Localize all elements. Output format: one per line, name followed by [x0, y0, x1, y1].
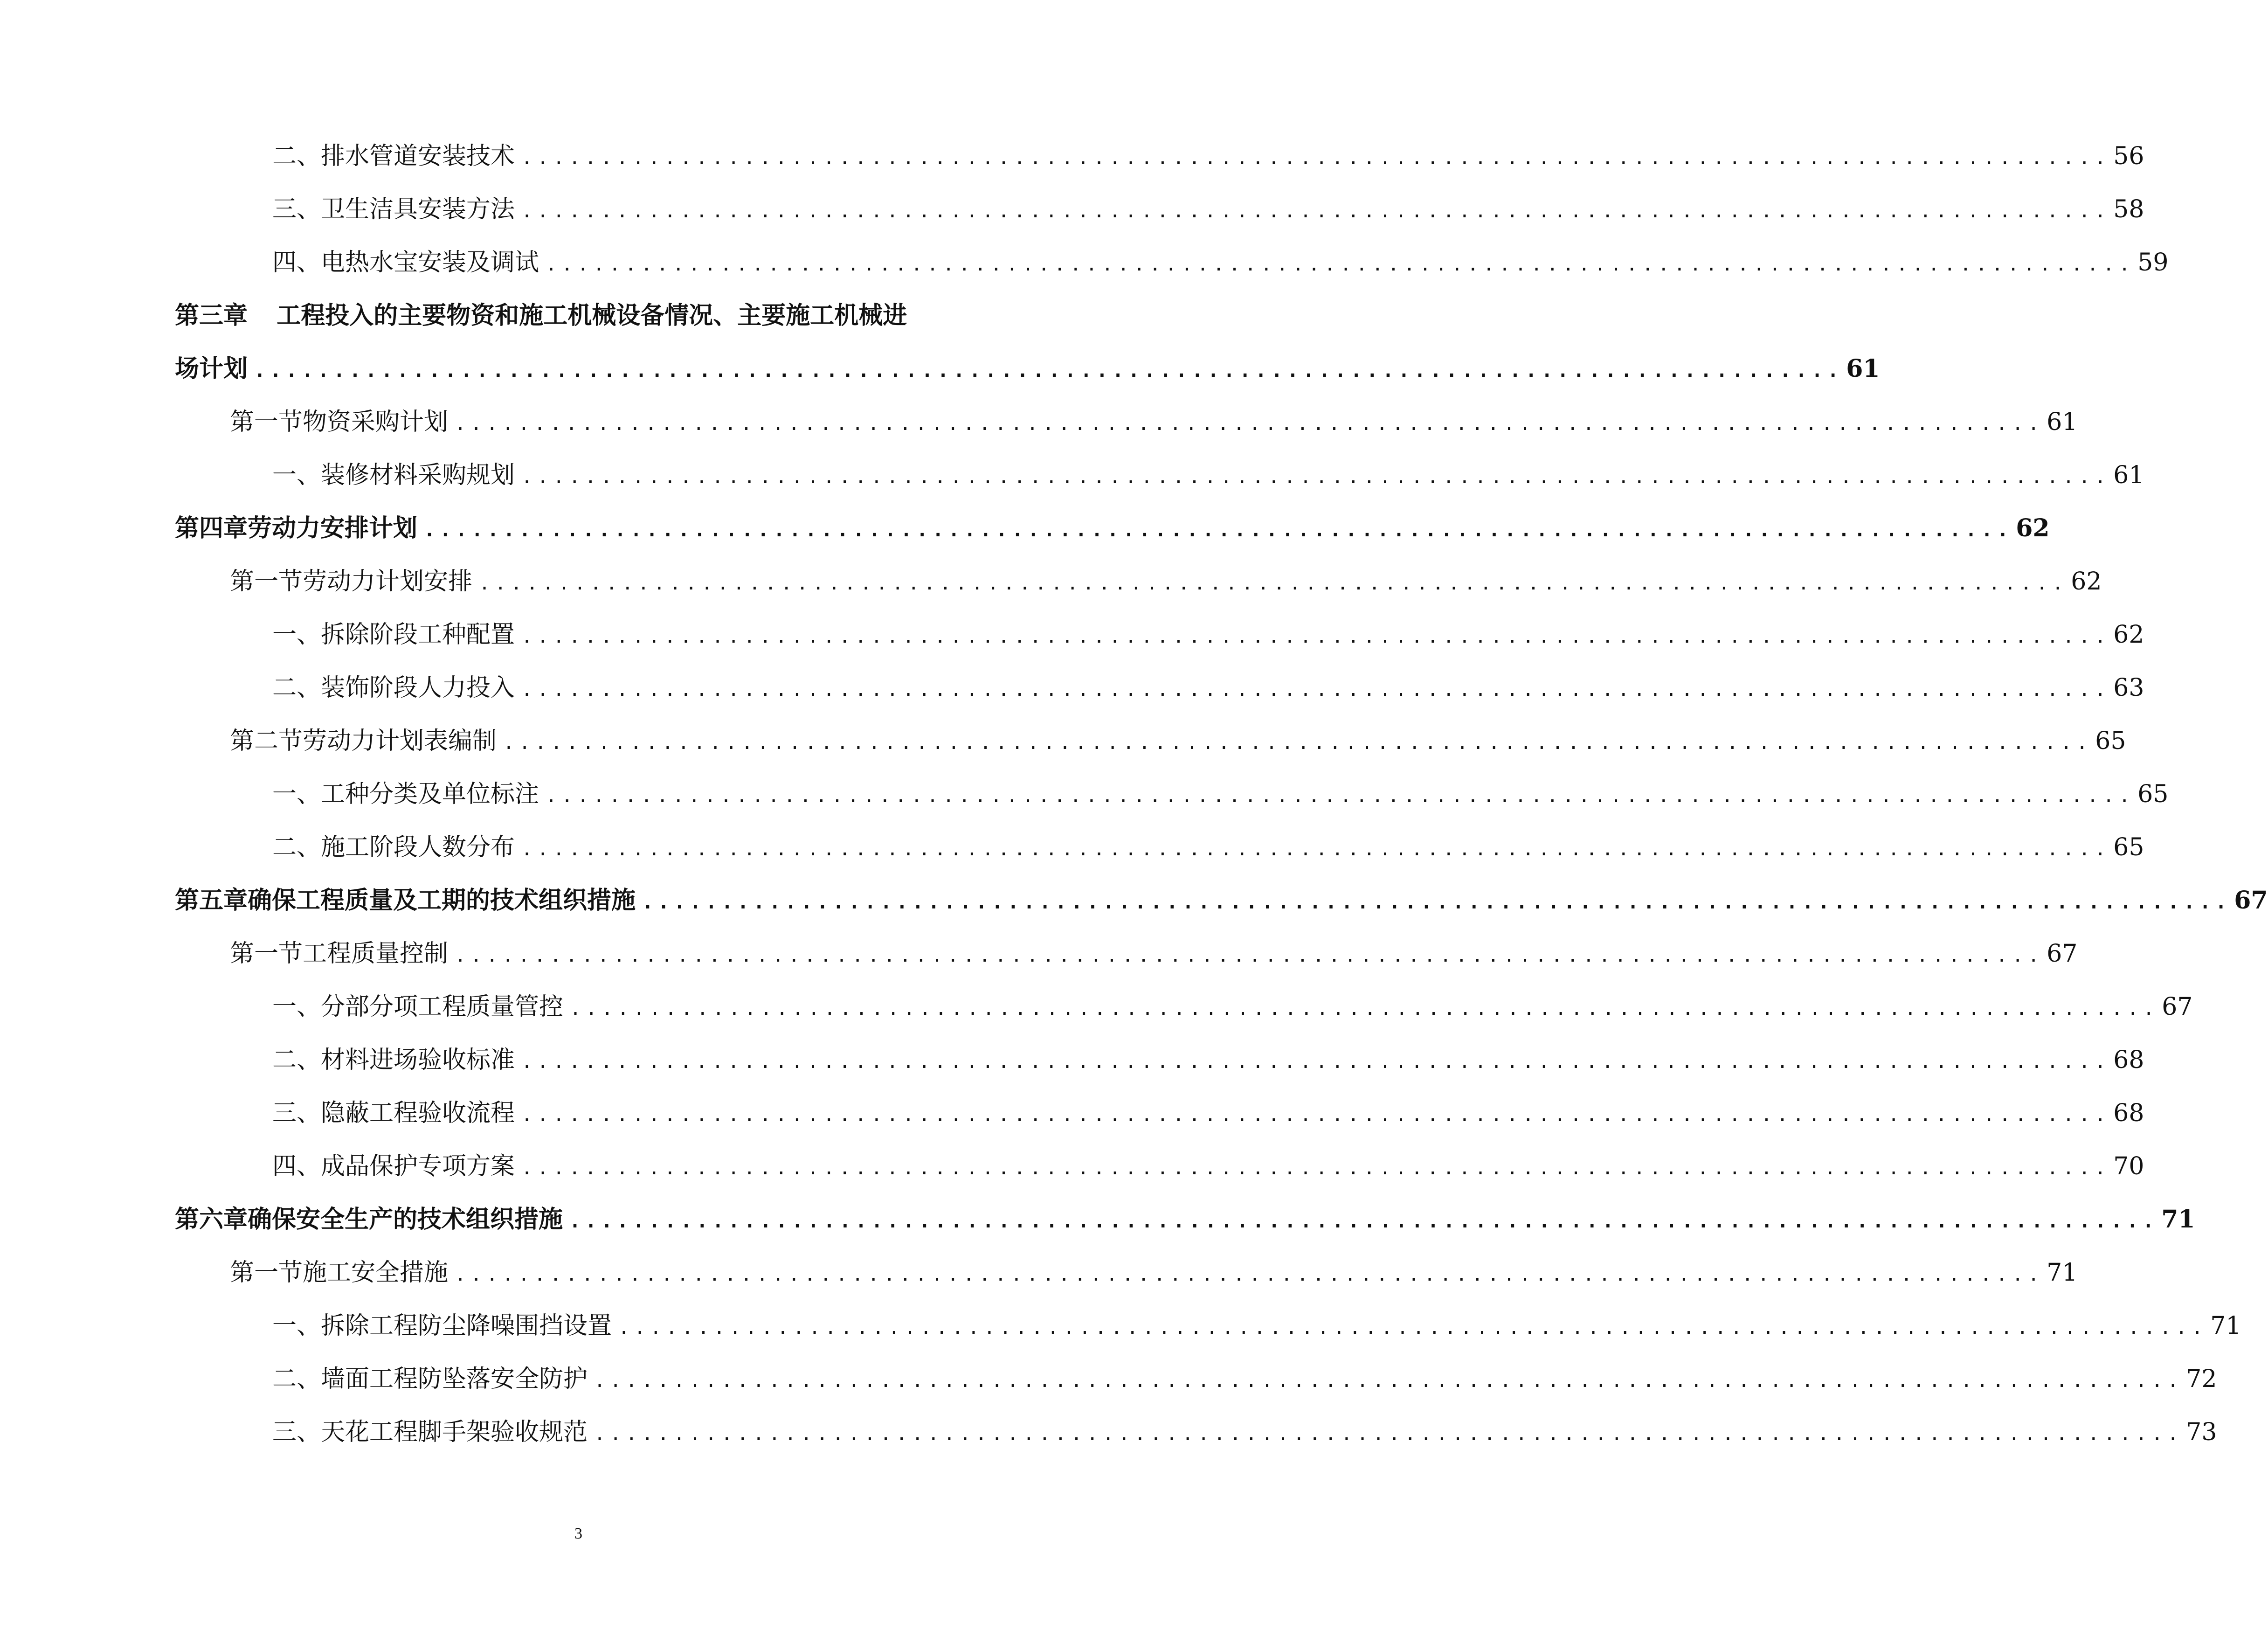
- toc-entry-title: 隐蔽工程验收流程: [321, 1099, 515, 1127]
- toc-entry-number: 二、: [272, 833, 321, 861]
- toc-entry[interactable]: [0, 725, 2126, 757]
- toc-entry[interactable]: [0, 1256, 2078, 1289]
- dot-leader: ....................................................................................................: [424, 520, 2013, 541]
- toc-entry-title: 拆除阶段工种配置: [321, 621, 515, 649]
- dot-leader: ....................................................................................................: [594, 1423, 2184, 1445]
- toc-entry-number: 第六章: [175, 1205, 248, 1234]
- toc-entry-page: 59: [2137, 249, 2169, 277]
- toc-entry-number: 一、: [272, 1312, 321, 1340]
- toc-entry-page: 71: [2210, 1312, 2241, 1340]
- toc-entry-title: 场计划: [175, 354, 248, 383]
- toc-entry-title: 天花工程脚手架验收规范: [321, 1418, 588, 1446]
- toc-entry-page: 72: [2186, 1365, 2217, 1393]
- toc-entry-page: 62: [2016, 514, 2050, 542]
- toc-entry-title: 工程质量控制: [303, 940, 449, 968]
- dot-leader: ....................................................................................................: [254, 360, 1844, 381]
- toc-entry-number: 二、: [272, 142, 321, 170]
- toc-entry-number: 第四章: [175, 514, 248, 542]
- toc-entry-number: 四、: [272, 1152, 321, 1180]
- toc-entry-title: 排水管道安装技术: [321, 142, 515, 170]
- toc-entry[interactable]: [0, 565, 2102, 598]
- toc-entry-title: 物资采购计划: [303, 408, 449, 436]
- toc-entry-page: 67: [2234, 886, 2268, 915]
- dot-leader: ....................................................................................................: [521, 466, 2111, 488]
- toc-entry[interactable]: [0, 884, 2268, 917]
- toc-entry[interactable]: [0, 1044, 2144, 1076]
- toc-entry-number: 二、: [272, 1365, 321, 1393]
- toc-entry-page: 65: [2137, 780, 2169, 808]
- dot-leader: ....................................................................................................: [479, 573, 2068, 594]
- toc-entry-number: 第三章: [175, 301, 248, 330]
- toc-entry-title: 材料进场验收标准: [321, 1046, 515, 1074]
- toc-entry[interactable]: [0, 353, 1880, 385]
- dot-leader: ....................................................................................................: [521, 1158, 2111, 1179]
- toc-entry-number: 三、: [272, 1418, 321, 1446]
- dot-leader: ....................................................................................................: [455, 413, 2044, 435]
- toc-entry-page: 70: [2113, 1152, 2144, 1180]
- dot-leader: ....................................................................................................: [521, 201, 2111, 222]
- page-footer-number: 3: [574, 1525, 582, 1542]
- toc-entry[interactable]: [0, 246, 2169, 279]
- toc-entry[interactable]: [0, 618, 2144, 651]
- toc-entry-number: 第一节: [230, 1259, 303, 1287]
- toc-entry-number: 一、: [272, 780, 321, 808]
- toc-entry-page: 71: [2047, 1259, 2078, 1287]
- toc-entry-page: 61: [2113, 461, 2144, 489]
- toc-entry-page: 62: [2071, 568, 2102, 596]
- toc-entry-title: 确保安全生产的技术组织措施: [248, 1205, 563, 1234]
- toc-entry-page: 62: [2113, 621, 2144, 649]
- dot-leader: ....................................................................................................: [546, 254, 2135, 275]
- dot-leader: ....................................................................................................: [521, 1104, 2111, 1126]
- toc-entry-page: 63: [2113, 674, 2144, 702]
- toc-entry-title: 劳动力计划安排: [303, 568, 473, 596]
- toc-entry-title: 电热水宝安装及调试: [321, 249, 539, 277]
- dot-leader: ....................................................................................................: [570, 998, 2159, 1019]
- toc-entry-number: 第一节: [230, 568, 303, 596]
- toc-entry-title-line1: 工程投入的主要物资和施工机械设备情况、主要施工机械进: [277, 301, 907, 330]
- toc-entry-number: 一、: [272, 461, 321, 489]
- toc-entry[interactable]: [0, 1310, 2241, 1342]
- dot-leader: ....................................................................................................: [521, 147, 2111, 169]
- toc-entry-number: 三、: [272, 195, 321, 223]
- toc-entry-number: 三、: [272, 1099, 321, 1127]
- toc-entry-title: 劳动力计划表编制: [303, 727, 497, 755]
- toc-entry-title: 卫生洁具安装方法: [321, 195, 515, 223]
- dot-leader: ....................................................................................................: [521, 626, 2111, 647]
- toc-entry-number: 第五章: [175, 886, 248, 915]
- toc-entry-page: 67: [2162, 993, 2193, 1021]
- toc-entry[interactable]: [0, 193, 2144, 226]
- toc-entry[interactable]: [0, 1150, 2144, 1183]
- toc-entry[interactable]: [0, 991, 2193, 1023]
- toc-entry-number: 第一节: [230, 408, 303, 436]
- toc-chapter-line1[interactable]: [175, 299, 987, 332]
- dot-leader: ....................................................................................................: [594, 1370, 2184, 1392]
- dot-leader: ....................................................................................................: [642, 892, 2232, 913]
- toc-entry-title: 施工阶段人数分布: [321, 833, 515, 861]
- toc-entry-page: 61: [1846, 354, 1880, 383]
- dot-leader: ....................................................................................................: [521, 679, 2111, 700]
- toc-entry-number: 四、: [272, 249, 321, 277]
- toc-entry-number: 第一节: [230, 940, 303, 968]
- dot-leader: ....................................................................................................: [546, 785, 2135, 807]
- toc-entry-title: 装修材料采购规划: [321, 461, 515, 489]
- dot-leader: ....................................................................................................: [503, 732, 2093, 754]
- toc-entry-page: 73: [2186, 1418, 2217, 1446]
- toc-entry-page: 68: [2113, 1099, 2144, 1127]
- dot-leader: ....................................................................................................: [569, 1211, 2159, 1232]
- toc-entry-page: 56: [2113, 142, 2144, 170]
- toc-entry[interactable]: [0, 1416, 2217, 1449]
- toc-entry-title: 成品保护专项方案: [321, 1152, 515, 1180]
- toc-entry-title: 劳动力安排计划: [248, 514, 418, 542]
- toc-entry[interactable]: [0, 512, 2050, 545]
- toc-entry-title: 施工安全措施: [303, 1259, 449, 1287]
- toc-entry-title: 工种分类及单位标注: [321, 780, 539, 808]
- toc-entry-page: 58: [2113, 195, 2144, 223]
- dot-leader: ....................................................................................................: [455, 1264, 2044, 1285]
- dot-leader: ....................................................................................................: [455, 945, 2044, 966]
- toc-entry-title: 拆除工程防尘降噪围挡设置: [321, 1312, 612, 1340]
- toc-entry-title: 分部分项工程质量管控: [321, 993, 564, 1021]
- toc-entry-page: 65: [2095, 727, 2126, 755]
- dot-leader: ....................................................................................................: [521, 1051, 2111, 1073]
- toc-entry-number: 二、: [272, 1046, 321, 1074]
- toc-entry[interactable]: [0, 1363, 2217, 1395]
- toc-entry-title: 墙面工程防坠落安全防护: [321, 1365, 588, 1393]
- toc-entry[interactable]: [0, 140, 2144, 173]
- toc-entry[interactable]: [0, 1203, 2195, 1236]
- dot-leader: ....................................................................................................: [618, 1317, 2208, 1338]
- toc-entry-page: 68: [2113, 1046, 2144, 1074]
- toc-entry[interactable]: [0, 406, 2078, 438]
- toc-entry-title: 装饰阶段人力投入: [321, 674, 515, 702]
- dot-leader: ....................................................................................................: [521, 839, 2111, 860]
- toc-entry[interactable]: [0, 831, 2144, 864]
- toc-entry-page: 65: [2113, 833, 2144, 861]
- toc-entry-page: 61: [2047, 408, 2078, 436]
- toc-entry[interactable]: [0, 1097, 2144, 1130]
- toc-entry-number: 一、: [272, 621, 321, 649]
- toc-entry-number: 一、: [272, 993, 321, 1021]
- toc-entry-number: 二、: [272, 674, 321, 702]
- toc-entry-page: 71: [2161, 1205, 2195, 1234]
- toc-entry-number: 第二节: [230, 727, 303, 755]
- toc-entry[interactable]: [0, 459, 2144, 492]
- toc-entry[interactable]: [0, 937, 2078, 970]
- toc-entry[interactable]: [0, 672, 2144, 704]
- toc-entry[interactable]: [0, 778, 2169, 811]
- toc-entry-page: 67: [2047, 940, 2078, 968]
- toc-entry-title: 确保工程质量及工期的技术组织措施: [248, 886, 636, 915]
